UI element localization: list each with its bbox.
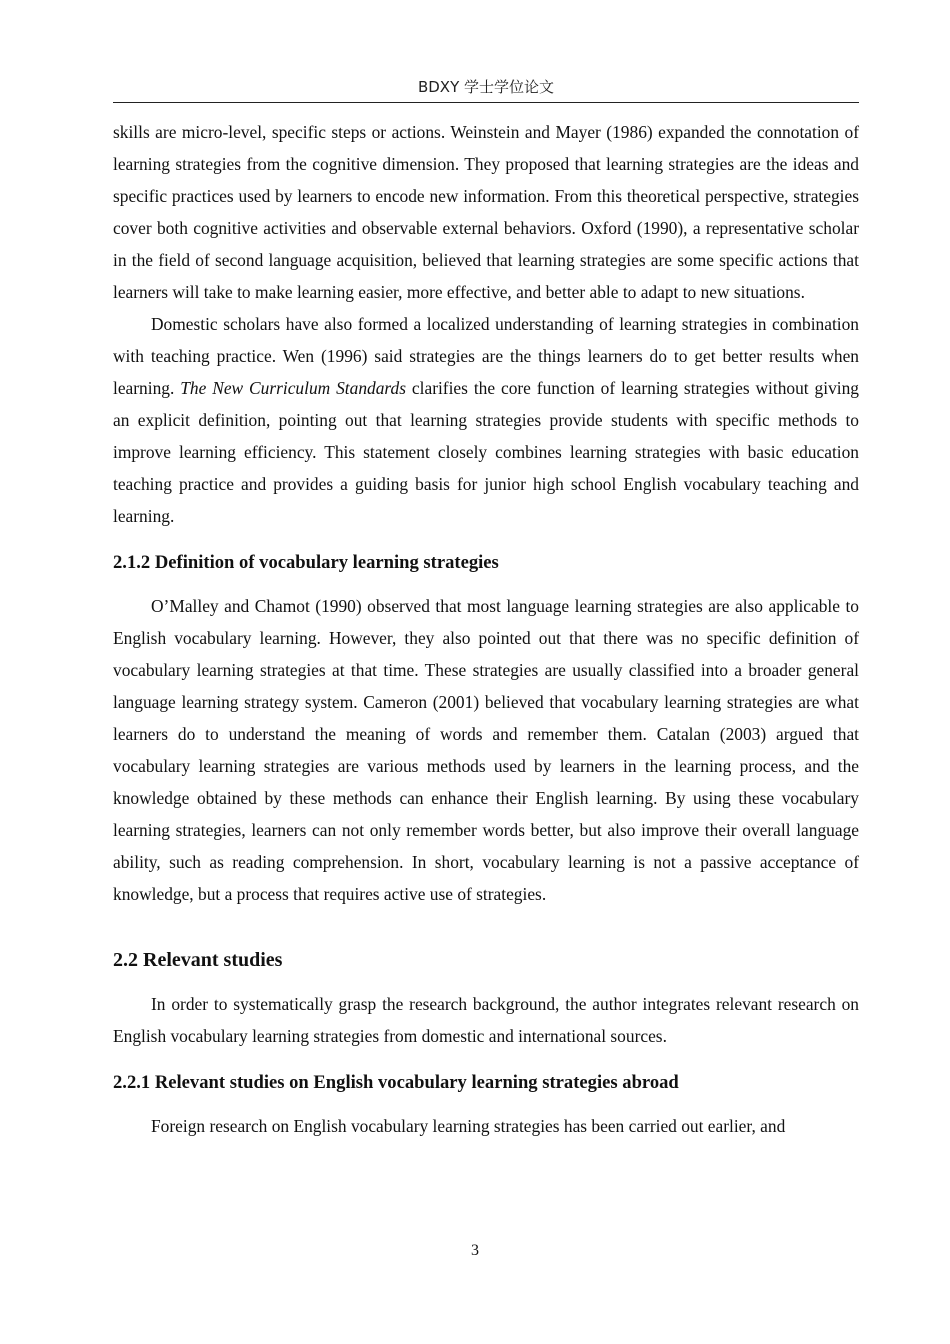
paragraph-2-text-a: Domestic scholars have also formed a localized understanding of learning strategies in combination with teaching practice. Wen (1996) said strategies are the things learners do to get better results when learning. [113, 314, 859, 398]
curriculum-title: The New Curriculum Standards [180, 378, 407, 398]
header-title: BDXY 学士学位论文 [417, 78, 555, 96]
heading-2-1-2: 2.1.2 Definition of vocabulary learning strategies [113, 552, 499, 573]
paragraph-4: In order to systematically grasp the research background, the author integrates relevant research on English vocabulary learning strategies from domestic and international sources. [113, 994, 859, 1046]
paragraph-3: O’Malley and Chamot (1990) observed that most language learning strategies are also applicable to English vocabulary learning. However, they also pointed out that there was no specific definition of vocabulary learning strategies at that time. These strategies are usually classified into a broader general language learning strategy system. Cameron (2001) believed that vocabulary learning strategies are what learners do to understand the meaning of words and remember them. Catalan (2003) argued that vocabulary learning strategies are various methods used by learners in the learning process, and the knowledge obtained by these methods can enhance their English learning. By using these vocabulary learning strategies, learners can not only remember words better, but also improve their overall language ability, such as reading comprehension. In short, vocabulary learning is not a passive acceptance of knowledge, but a process that requires active use of strategies. [113, 596, 859, 904]
page-number: 3 [471, 1242, 479, 1259]
paragraph-2-text-b: clarifies the core function of learning strategies without giving an explicit definition, pointing out that learning strategies provide students with specific methods to improve learning efficiency. This statement closely combines learning strategies with basic education teaching practice and provides a guiding basis for junior high school English vocabulary teaching and learning. [113, 378, 859, 526]
page-body [113, 116, 859, 1142]
heading-2-2: 2.2 Relevant studies [113, 949, 283, 971]
paragraph-1: skills are micro-level, specific steps or actions. Weinstein and Mayer (1986) expanded the connotation of learning strategies from the cognitive dimension. They proposed that learning strategies are the ideas and specific practices used by learners to encode new information. From this theoretical perspective, strategies cover both cognitive activities and observable external behaviors. Oxford (1990), a representative scholar in the field of second language acquisition, believed that learning strategies are some specific actions that learners will take to make learning easier, more effective, and better able to adapt to new situations. [113, 122, 859, 302]
paragraph-5: Foreign research on English vocabulary learning strategies has been carried out earlier, and [151, 1116, 786, 1136]
paragraph-2 [113, 308, 859, 532]
page-header [113, 76, 859, 103]
heading-2-2-1: 2.2.1 Relevant studies on English vocabulary learning strategies abroad [113, 1072, 679, 1093]
